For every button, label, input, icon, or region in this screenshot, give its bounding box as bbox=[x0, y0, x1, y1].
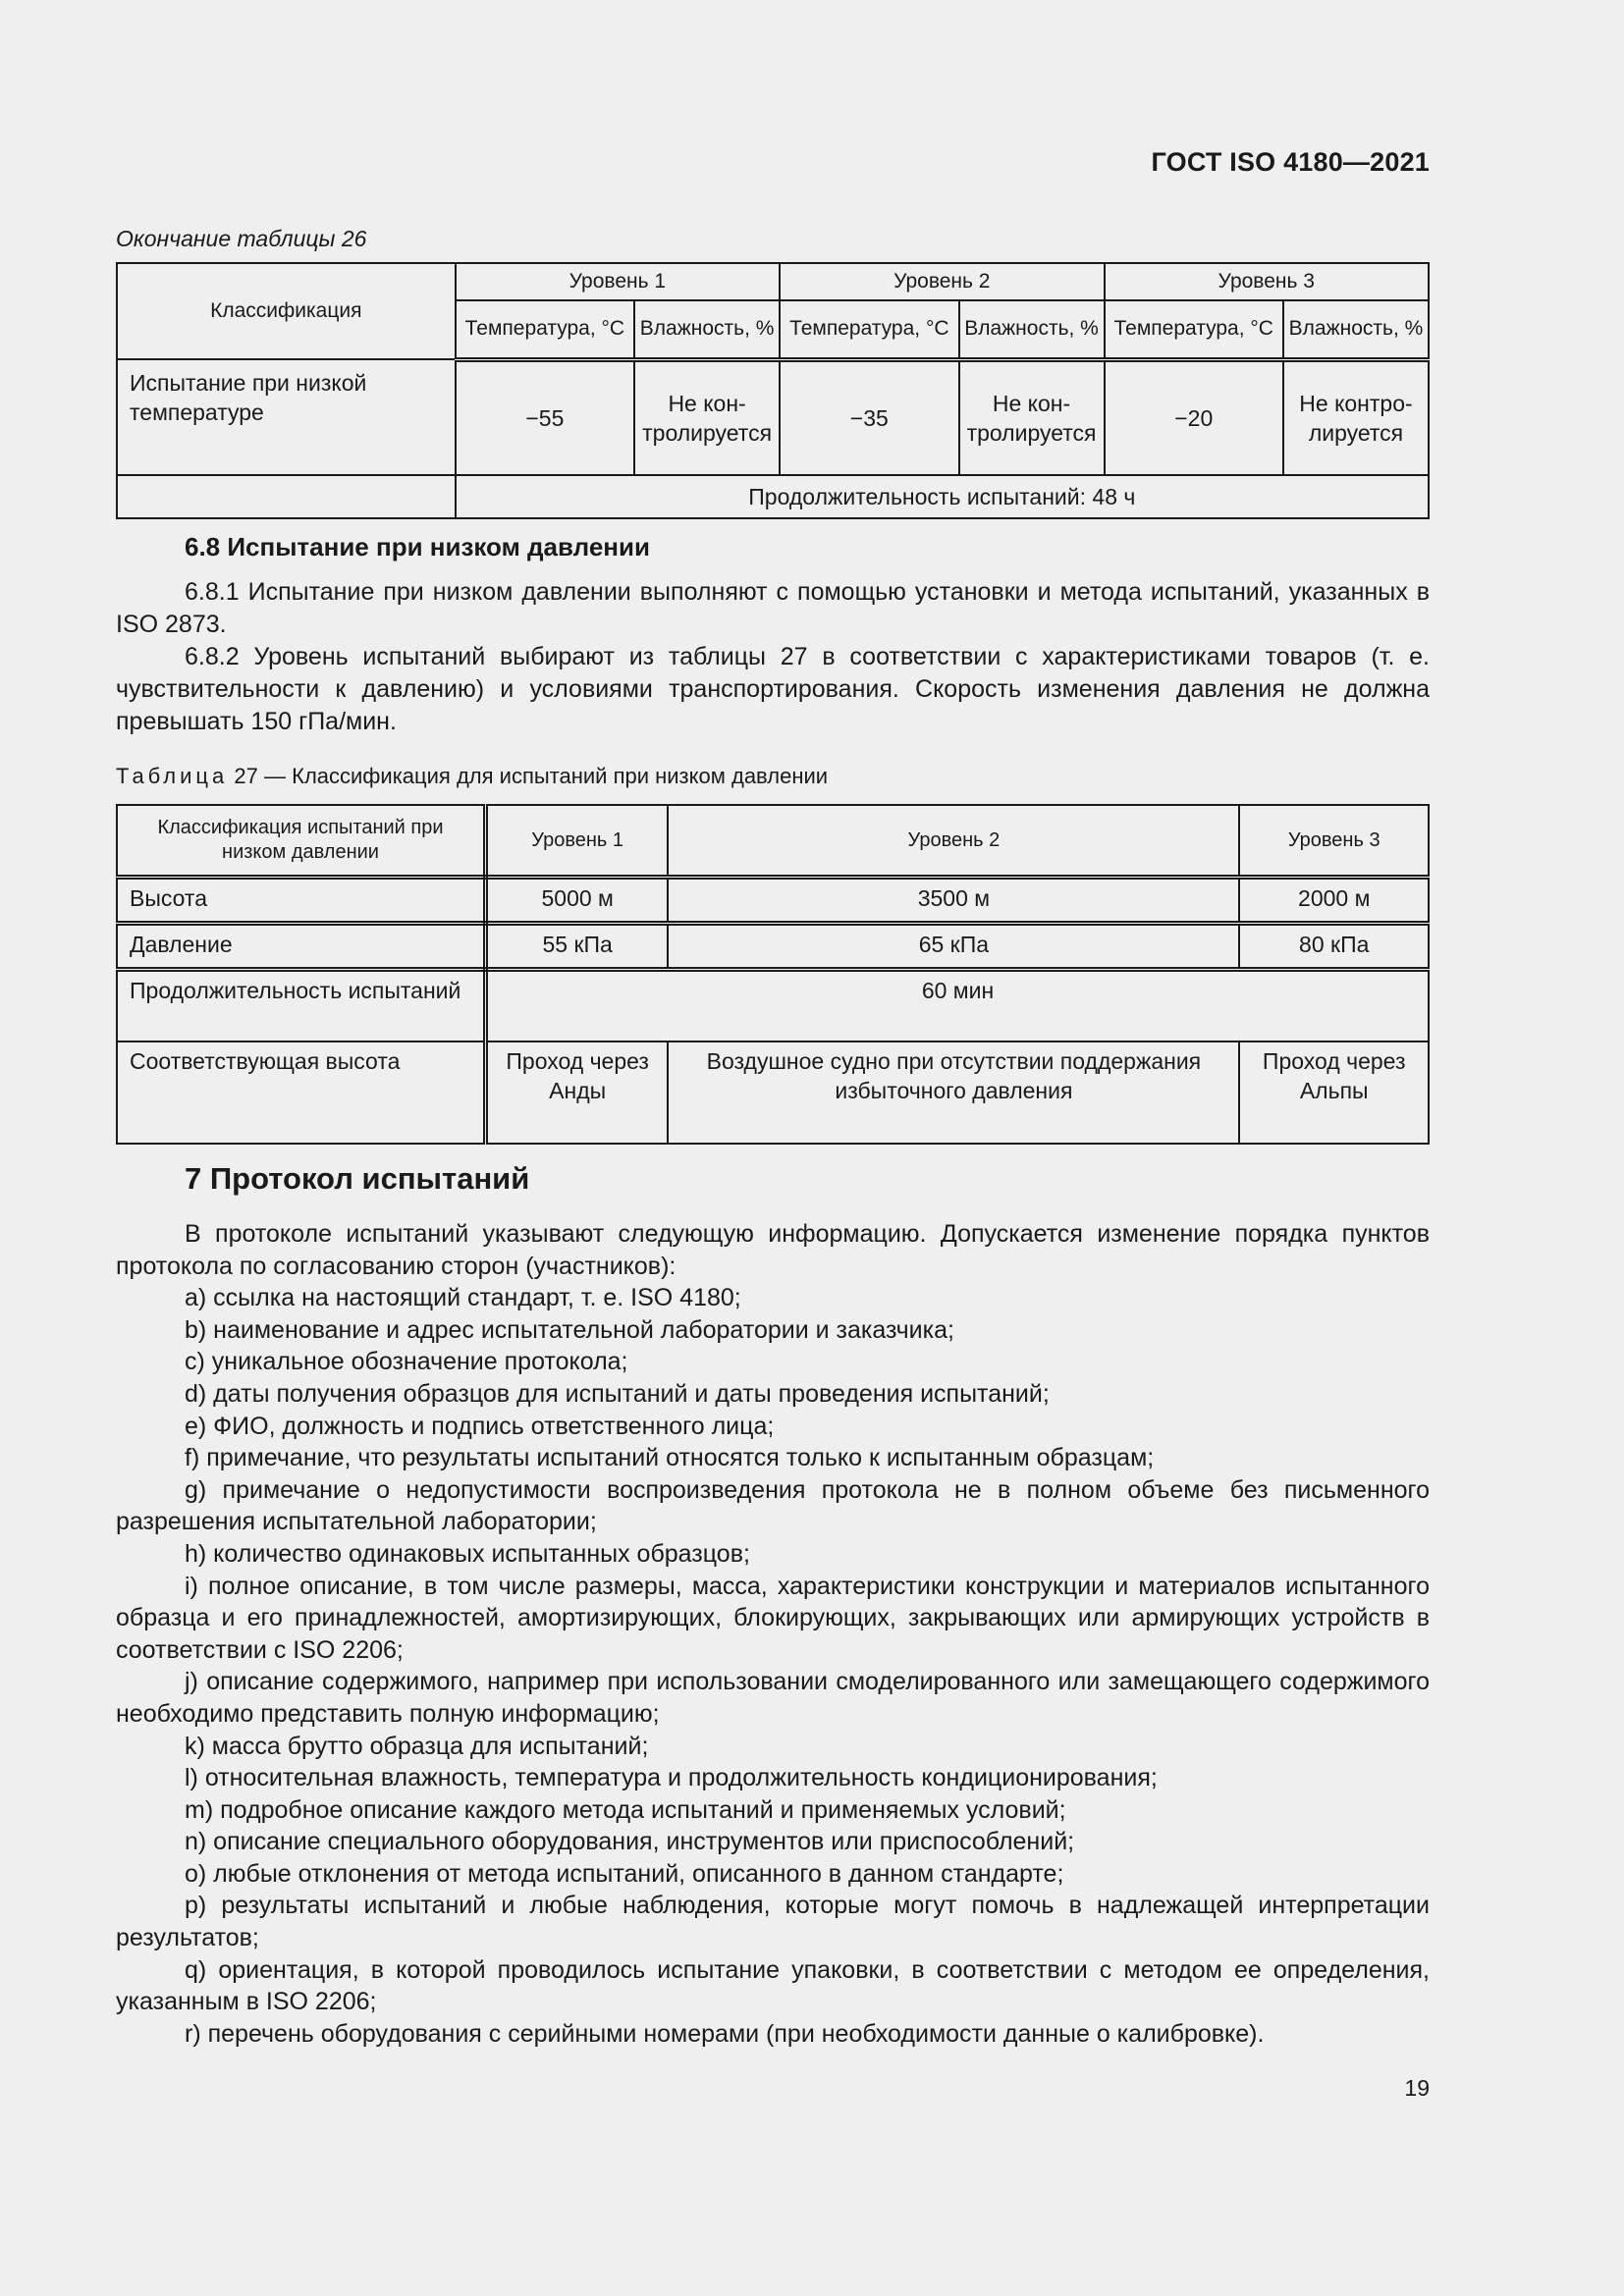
table26-cell-temperature: −35 bbox=[780, 359, 958, 475]
list-item: а) ссылка на настоящий стандарт, т. е. ISO 4180; bbox=[185, 1284, 741, 1312]
table26-header-temperature: Температура, °C bbox=[780, 300, 958, 359]
table26-header-level: Уровень 1 bbox=[456, 263, 780, 300]
table-27 bbox=[116, 804, 1430, 1145]
table26-header-temperature: Температура, °C bbox=[1105, 300, 1283, 359]
table26-cell-temperature: −55 bbox=[456, 359, 634, 475]
list-item: q) ориентация, в которой проводилось испытание упаковки, в соответствии с методом ее определения, указанным в ISO 2206; bbox=[116, 1955, 1430, 2016]
table26-row-label: Испытание при низкой температуре bbox=[117, 359, 456, 475]
list-item: l) относительная влажность, температура и продолжительность кондиционирования; bbox=[185, 1764, 1158, 1792]
table27-row-label: Продолжительность испытаний bbox=[117, 970, 486, 1042]
table26-header-humidity: Влажность, % bbox=[634, 300, 780, 359]
list-item: k) масса брутто образца для испытаний; bbox=[185, 1732, 649, 1760]
table27-cell: Воздушное судно при отсутствии поддержания избыточного давления bbox=[668, 1041, 1239, 1144]
page-number: 19 bbox=[1404, 2075, 1430, 2101]
table27-cell: 65 кПа bbox=[668, 924, 1239, 970]
list-item: h) количество одинаковых испытанных образцов; bbox=[185, 1539, 750, 1568]
table27-header-level: Уровень 3 bbox=[1239, 805, 1429, 878]
table26-header-classification: Классификация bbox=[117, 263, 456, 359]
list-item: b) наименование и адрес испытательной лаборатории и заказчика; bbox=[185, 1315, 954, 1344]
table27-caption-dash: — bbox=[264, 764, 286, 788]
section-7-body bbox=[116, 1218, 1430, 2050]
table26-caption: Окончание таблицы 26 bbox=[116, 226, 367, 251]
table26-header-level: Уровень 3 bbox=[1105, 263, 1429, 300]
section-6-8-body bbox=[116, 576, 1430, 738]
list-item: e) ФИО, должность и подпись ответственного лица; bbox=[185, 1412, 775, 1440]
table27-header-level: Уровень 1 bbox=[486, 805, 669, 878]
list-item: i) полное описание, в том числе размеры, масса, характеристики конструкции и материалов испытанного образца и его принадлежностей, амортизирующих, блокирующих, закрывающих или армирующих устройств в соответствии с ISO 2206; bbox=[116, 1572, 1430, 1664]
list-item: n) описание специального оборудования, инструментов или приспособлений; bbox=[185, 1828, 1075, 1856]
table27-header-level: Уровень 2 bbox=[668, 805, 1239, 878]
list-item: j) описание содержимого, например при использовании смоделированного или замещающего содержимого необходимо представить полную информацию; bbox=[116, 1668, 1430, 1728]
table27-row-label: Давление bbox=[117, 924, 486, 970]
list-item: d) даты получения образцов для испытаний и даты проведения испытаний; bbox=[185, 1379, 1050, 1408]
table27-duration-value: 60 мин bbox=[486, 970, 1430, 1042]
table-26 bbox=[116, 262, 1430, 519]
section-7-title: 7 Протокол испытаний bbox=[185, 1161, 530, 1196]
table26-cell-humidity: Не контролируется bbox=[634, 359, 780, 475]
list-item: g) примечание о недопустимости воспроизведения протокола не в полном объеме без письменного разрешения испытательной лаборатории; bbox=[116, 1475, 1430, 1536]
table27-caption-text: Классификация для испытаний при низком давлении bbox=[292, 764, 829, 788]
table27-caption-label: Таблица bbox=[116, 764, 229, 788]
paragraph-6-8-2: 6.8.2 Уровень испытаний выбирают из таблицы 27 в соответствии с характеристиками товаров (т. е. чувствительности к давлению) и условиями транспортирования. Скорость изменения давления не должна превышать 150 гПа/мин. bbox=[116, 643, 1430, 735]
section-7-intro: В протоколе испытаний указывают следующую информацию. Допускается изменение порядка пунктов протокола по согласованию сторон (участников): bbox=[116, 1220, 1430, 1280]
table27-row-label: Соответствующая высота bbox=[117, 1041, 486, 1144]
table27-header-classification: Классификация испытаний при низком давлении bbox=[117, 805, 486, 878]
table26-header-humidity: Влажность, % bbox=[959, 300, 1105, 359]
list-item: p) результаты испытаний и любые наблюдения, которые могут помочь в надлежащей интерпретации результатов; bbox=[116, 1892, 1430, 1952]
table26-header-level: Уровень 2 bbox=[780, 263, 1104, 300]
list-item: c) уникальное обозначение протокола; bbox=[185, 1348, 628, 1376]
list-item: m) подробное описание каждого метода испытаний и применяемых условий; bbox=[185, 1795, 1066, 1824]
table27-cell: 80 кПа bbox=[1239, 924, 1429, 970]
document-header: ГОСТ ISO 4180—2021 bbox=[1151, 147, 1430, 177]
table27-cell: 2000 м bbox=[1239, 878, 1429, 924]
table27-cell: 5000 м bbox=[486, 878, 669, 924]
table27-cell: 3500 м bbox=[668, 878, 1239, 924]
table26-header-humidity: Влажность, % bbox=[1283, 300, 1429, 359]
table27-cell: Проход через Альпы bbox=[1239, 1041, 1429, 1144]
table27-caption-number: 27 bbox=[234, 764, 258, 788]
list-item: o) любые отклонения от метода испытаний, описанного в данном стандарте; bbox=[185, 1859, 1064, 1888]
table26-cell-humidity: Не контролируется bbox=[1283, 359, 1429, 475]
table27-cell: Проход через Анды bbox=[486, 1041, 669, 1144]
list-item: r) перечень оборудования с серийными номерами (при необходимости данные о калибровке). bbox=[185, 2019, 1265, 2048]
table26-duration: Продолжительность испытаний: 48 ч bbox=[456, 475, 1429, 518]
table26-cell-humidity: Не контролируется bbox=[959, 359, 1105, 475]
table27-caption bbox=[116, 764, 828, 789]
table26-empty-cell bbox=[117, 475, 456, 518]
table27-row-label: Высота bbox=[117, 878, 486, 924]
table26-cell-temperature: −20 bbox=[1105, 359, 1283, 475]
paragraph-6-8-1: 6.8.1 Испытание при низком давлении выполняют с помощью установки и метода испытаний, указанных в ISO 2873. bbox=[116, 578, 1430, 638]
list-item: f) примечание, что результаты испытаний относятся только к испытанным образцам; bbox=[185, 1444, 1155, 1472]
section-6-8-title: 6.8 Испытание при низком давлении bbox=[185, 532, 650, 561]
table27-cell: 55 кПа bbox=[486, 924, 669, 970]
table26-header-temperature: Температура, °C bbox=[456, 300, 634, 359]
